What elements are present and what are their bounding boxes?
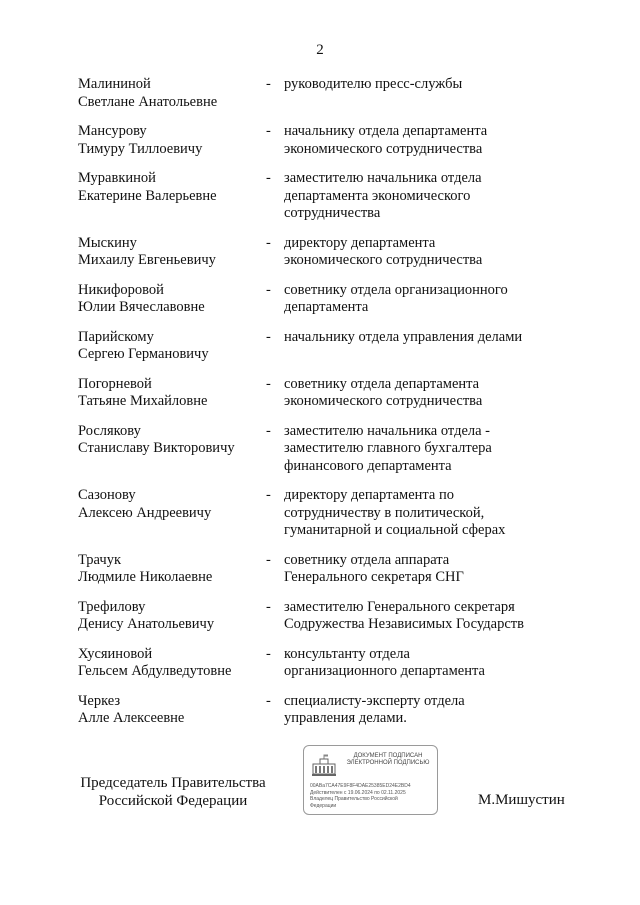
person-name-line: Людмиле Николаевне bbox=[78, 569, 213, 585]
dash-separator: - bbox=[266, 598, 271, 615]
position-title-line: финансового департамента bbox=[284, 457, 452, 474]
position-title-line: заместителю начальника отдела - bbox=[284, 422, 491, 439]
person-name bbox=[78, 552, 266, 587]
position-title-line: советнику отдела департамента bbox=[284, 375, 480, 392]
person-name-line: Погорневой bbox=[78, 375, 152, 392]
position-title-line: департамента экономического bbox=[284, 187, 471, 204]
dash-separator: - bbox=[266, 328, 271, 345]
appointment-entry bbox=[78, 376, 558, 411]
position-title-line: сотрудничества bbox=[284, 205, 381, 221]
appointment-entry bbox=[78, 423, 558, 476]
person-name bbox=[78, 170, 266, 223]
signer-name: М.Мишустин bbox=[478, 792, 565, 808]
dash-separator: - bbox=[266, 170, 271, 186]
appointment-entry bbox=[78, 487, 558, 540]
position-title-line: начальнику отдела управления делами bbox=[284, 328, 523, 345]
person-name-line: Никифоровой bbox=[78, 281, 164, 298]
appointment-entry bbox=[78, 693, 558, 728]
person-name-line: Светлане Анатольевне bbox=[78, 93, 218, 110]
person-name bbox=[78, 423, 266, 476]
stamp-title-line: ЭЛЕКТРОННОЙ ПОДПИСЬЮ bbox=[346, 760, 430, 767]
position-title-line: управления делами. bbox=[284, 710, 407, 726]
position-title bbox=[284, 329, 558, 364]
position-title-line: начальнику отдела департамента bbox=[284, 123, 488, 139]
person-name bbox=[78, 123, 266, 158]
position-title-line: консультанту отдела bbox=[284, 645, 410, 662]
person-name-line: Тимуру Тиллоевичу bbox=[78, 140, 203, 157]
position-title-line: директору департамента bbox=[284, 234, 436, 251]
government-building-icon bbox=[310, 754, 338, 778]
position-title-line: департамента bbox=[284, 299, 369, 315]
position-title bbox=[284, 235, 558, 270]
person-name-line: Юлии Вячеславовне bbox=[78, 299, 205, 315]
appointment-entry bbox=[78, 646, 558, 681]
appointment-entry bbox=[78, 329, 558, 364]
person-name-line: Муравкиной bbox=[78, 170, 156, 186]
appointment-entry bbox=[78, 599, 558, 634]
person-name-line: Трачук bbox=[78, 551, 121, 568]
person-name-line: Трефилову bbox=[78, 598, 146, 615]
person-name-line: Станиславу Викторовичу bbox=[78, 440, 235, 456]
person-name-line: Екатерине Валерьевне bbox=[78, 187, 217, 204]
appointment-entry bbox=[78, 552, 558, 587]
electronic-signature-stamp bbox=[303, 745, 438, 815]
person-name bbox=[78, 329, 266, 364]
position-title-line: экономического сотрудничества bbox=[284, 393, 483, 409]
position-title bbox=[284, 282, 558, 317]
position-title bbox=[284, 487, 558, 540]
person-name bbox=[78, 235, 266, 270]
person-name-line: Черкез bbox=[78, 692, 121, 709]
person-name bbox=[78, 376, 266, 411]
person-name-line: Мыскину bbox=[78, 234, 137, 251]
chairman-title-line: Российской Федерации bbox=[98, 793, 248, 809]
person-name-line: Сергею Германовичу bbox=[78, 346, 209, 362]
person-name-line: Сазонову bbox=[78, 487, 136, 503]
position-title-line: заместителю начальника отдела bbox=[284, 170, 482, 186]
stamp-validity: Действителен с 19.06.2024 по 02.11.2025 bbox=[310, 789, 406, 796]
position-title bbox=[284, 599, 558, 634]
person-name-line: Парийскому bbox=[78, 328, 154, 345]
position-title bbox=[284, 552, 558, 587]
dash-separator: - bbox=[266, 422, 271, 439]
dash-separator: - bbox=[266, 123, 271, 139]
position-title-line: директору департамента по bbox=[284, 487, 454, 503]
stamp-title-line: ДОКУМЕНТ ПОДПИСАН bbox=[353, 753, 423, 759]
position-title-line: специалисту-эксперту отдела bbox=[284, 692, 465, 709]
position-title-line: Содружества Независимых Государств bbox=[284, 616, 524, 632]
dash-separator: - bbox=[266, 551, 271, 568]
appointment-entry bbox=[78, 170, 558, 223]
dash-separator: - bbox=[266, 645, 271, 662]
person-name bbox=[78, 693, 266, 728]
dash-separator: - bbox=[266, 375, 271, 392]
position-title bbox=[284, 76, 558, 111]
position-title-line: гуманитарной и социальной сферах bbox=[284, 522, 506, 538]
stamp-owner: Федерации bbox=[310, 802, 337, 809]
position-title-line: сотрудничеству в политической, bbox=[284, 504, 485, 521]
position-title bbox=[284, 423, 558, 476]
position-title bbox=[284, 693, 558, 728]
person-name-line: Мансурову bbox=[78, 123, 147, 139]
person-name-line: Гельсем Абдулведутовне bbox=[78, 663, 232, 679]
position-title-line: советнику отдела аппарата bbox=[284, 551, 450, 568]
person-name-line: Алексею Андреевичу bbox=[78, 504, 212, 521]
position-title-line: Генерального секретаря СНГ bbox=[284, 569, 464, 585]
page-number: 2 bbox=[316, 42, 324, 58]
dash-separator: - bbox=[266, 234, 271, 251]
person-name bbox=[78, 487, 266, 540]
stamp-certificate: 00ABa7CA47E9F8F4DAE25385ED24E2BD4 bbox=[310, 783, 411, 789]
person-name bbox=[78, 76, 266, 111]
appointment-entry bbox=[78, 235, 558, 270]
dash-separator: - bbox=[266, 487, 271, 503]
position-title bbox=[284, 646, 558, 681]
dash-separator: - bbox=[266, 692, 271, 709]
position-title bbox=[284, 170, 558, 223]
person-name-line: Малининой bbox=[78, 76, 151, 92]
position-title-line: заместителю Генерального секретаря bbox=[284, 598, 515, 615]
person-name bbox=[78, 282, 266, 317]
person-name-line: Рослякову bbox=[78, 422, 141, 439]
stamp-owner: Владелец Правительство Российской bbox=[310, 796, 398, 803]
appointment-entry bbox=[78, 76, 558, 111]
person-name bbox=[78, 599, 266, 634]
position-title-line: экономического сотрудничества bbox=[284, 140, 483, 157]
position-title bbox=[284, 376, 558, 411]
person-name bbox=[78, 646, 266, 681]
position-title-line: организационного департамента bbox=[284, 663, 485, 679]
position-title bbox=[284, 123, 558, 158]
person-name-line: Татьяне Михайловне bbox=[78, 393, 208, 409]
chairman-title bbox=[78, 774, 268, 810]
dash-separator: - bbox=[266, 281, 271, 298]
person-name-line: Денису Анатольевичу bbox=[78, 616, 215, 632]
stamp-details bbox=[310, 783, 436, 809]
dash-separator: - bbox=[266, 76, 271, 92]
appointment-entry bbox=[78, 282, 558, 317]
position-title-line: экономического сотрудничества bbox=[284, 252, 483, 268]
appointment-entry bbox=[78, 123, 558, 158]
person-name-line: Алле Алексеевне bbox=[78, 710, 185, 726]
person-name-line: Михаилу Евгеньевичу bbox=[78, 252, 216, 268]
appointment-list bbox=[78, 76, 558, 728]
position-title-line: советнику отдела организационного bbox=[284, 281, 508, 298]
position-title-line: руководителю пресс-службы bbox=[284, 76, 463, 92]
chairman-title-line: Председатель Правительства bbox=[80, 775, 266, 791]
person-name-line: Хусяиновой bbox=[78, 645, 153, 662]
position-title-line: заместителю главного бухгалтера bbox=[284, 440, 492, 456]
stamp-title bbox=[342, 753, 434, 767]
